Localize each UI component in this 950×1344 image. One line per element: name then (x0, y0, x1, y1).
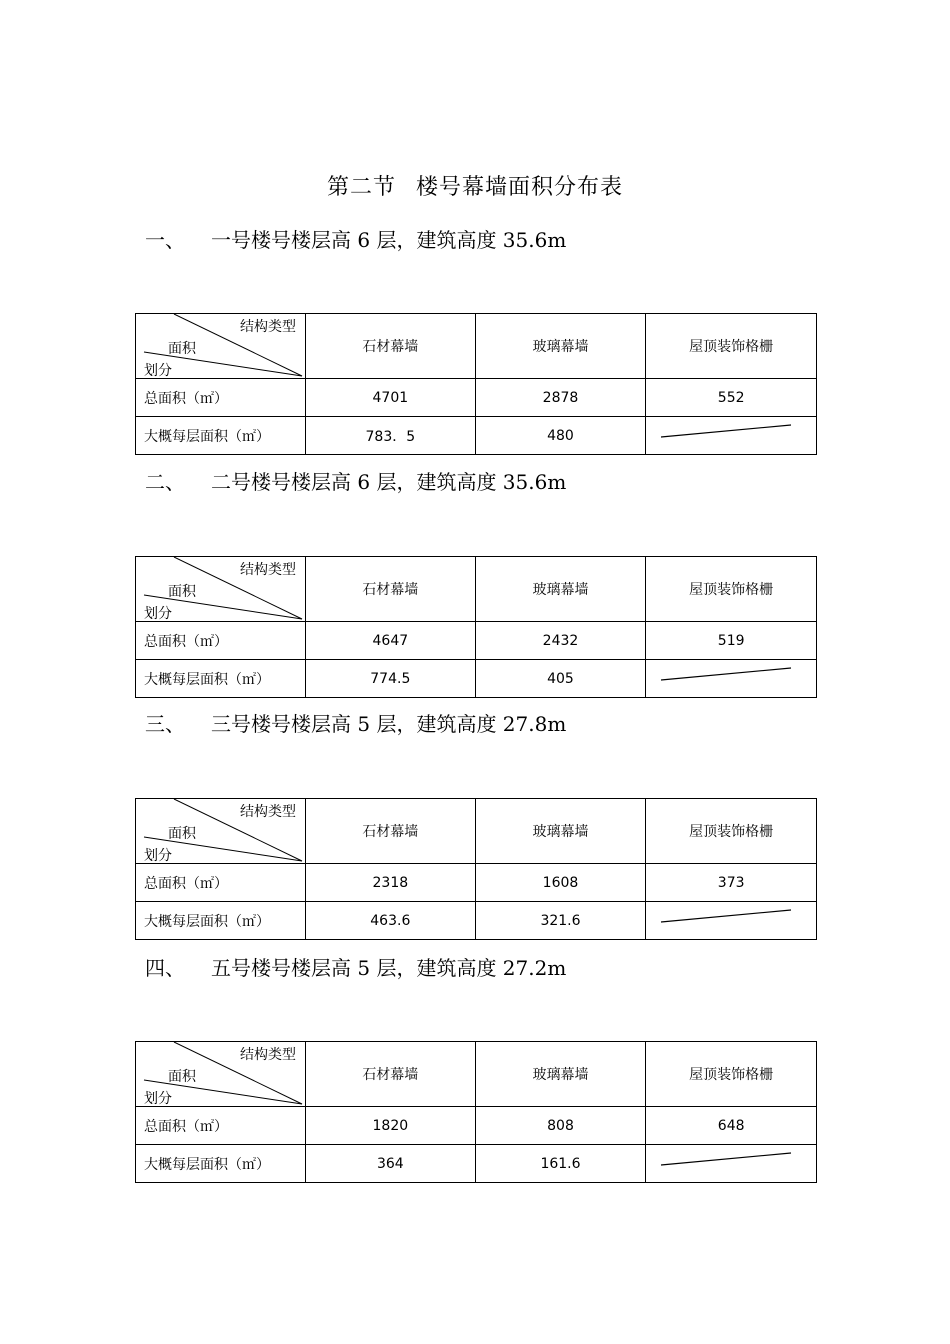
column-header: 屋顶装饰格栅 (646, 314, 817, 379)
column-header: 石材幕墙 (305, 799, 475, 864)
row-label-total: 总面积（㎡） (136, 622, 306, 660)
column-header: 石材幕墙 (305, 557, 475, 622)
slash-line (646, 902, 817, 939)
section-heading (145, 952, 566, 981)
table-cell: 1608 (475, 864, 646, 902)
header-division-label: 划分 (144, 1091, 172, 1107)
row-label-total: 总面积（㎡） (136, 864, 306, 902)
section-number: 第二节 (326, 175, 396, 200)
slash-line (646, 417, 817, 454)
table-row (136, 902, 817, 940)
header-structure-label: 结构类型 (240, 804, 296, 820)
row-label-total: 总面积（㎡） (136, 379, 306, 417)
diagonal-header-cell (136, 557, 306, 622)
header-division-label: 划分 (144, 848, 172, 864)
table-row (136, 864, 817, 902)
table-cell: 648 (646, 1107, 817, 1145)
table-cell: 405 (475, 660, 646, 698)
table-cell: 2878 (475, 379, 646, 417)
empty-slash-cell (646, 902, 817, 940)
row-label-per-floor: 大概每层面积（㎡） (136, 1145, 306, 1183)
diagonal-header-cell (136, 1042, 306, 1107)
header-division-label: 划分 (144, 363, 172, 379)
section-index: 三、 (145, 712, 185, 736)
header-area-label: 面积 (168, 341, 196, 357)
section-heading (145, 224, 566, 253)
header-structure-label: 结构类型 (240, 562, 296, 578)
slash-line (646, 1145, 817, 1182)
section-index: 二、 (145, 470, 185, 494)
diagonal-header-cell (136, 314, 306, 379)
table-cell: 364 (305, 1145, 475, 1183)
area-table (135, 1041, 817, 1183)
header-structure-label: 结构类型 (240, 1047, 296, 1063)
area-table (135, 313, 817, 455)
table-cell: 774.5 (305, 660, 475, 698)
column-header: 石材幕墙 (305, 314, 475, 379)
row-label-total: 总面积（㎡） (136, 1107, 306, 1145)
column-header: 玻璃幕墙 (475, 557, 646, 622)
empty-slash-cell (646, 417, 817, 455)
table-row (136, 417, 817, 455)
table-cell: 4701 (305, 379, 475, 417)
section-heading-text: 三号楼号楼层高 5 层，建筑高度 27.8m (211, 712, 567, 736)
table-cell: 321.6 (475, 902, 646, 940)
table-cell: 783．5 (305, 417, 475, 455)
column-header: 玻璃幕墙 (475, 314, 646, 379)
table-row (136, 379, 817, 417)
diagonal-header-cell (136, 799, 306, 864)
section-heading-text: 一号楼号楼层高 6 层，建筑高度 35.6m (211, 228, 567, 252)
header-division-label: 划分 (144, 606, 172, 622)
section-index: 一、 (145, 228, 185, 252)
column-header: 石材幕墙 (305, 1042, 475, 1107)
table-cell: 4647 (305, 622, 475, 660)
section-title-text: 楼号幕墙面积分布表 (416, 175, 624, 200)
area-table (135, 798, 817, 940)
table-cell: 463.6 (305, 902, 475, 940)
column-header: 屋顶装饰格栅 (646, 1042, 817, 1107)
column-header: 玻璃幕墙 (475, 799, 646, 864)
section-heading-text: 五号楼号楼层高 5 层，建筑高度 27.2m (211, 956, 567, 980)
table-cell: 1820 (305, 1107, 475, 1145)
table-cell: 373 (646, 864, 817, 902)
empty-slash-cell (646, 1145, 817, 1183)
header-structure-label: 结构类型 (240, 319, 296, 335)
section-heading-text: 二号楼号楼层高 6 层，建筑高度 35.6m (211, 470, 567, 494)
table-cell: 480 (475, 417, 646, 455)
row-label-per-floor: 大概每层面积（㎡） (136, 417, 306, 455)
table-cell: 808 (475, 1107, 646, 1145)
slash-line (646, 660, 817, 697)
empty-slash-cell (646, 660, 817, 698)
table-row (136, 622, 817, 660)
table-row (136, 660, 817, 698)
section-heading (145, 708, 566, 737)
column-header: 屋顶装饰格栅 (646, 799, 817, 864)
header-area-label: 面积 (168, 826, 196, 842)
header-area-label: 面积 (168, 1069, 196, 1085)
table-cell: 519 (646, 622, 817, 660)
area-table (135, 556, 817, 698)
column-header: 屋顶装饰格栅 (646, 557, 817, 622)
page-title (0, 170, 950, 201)
table-row (136, 1107, 817, 1145)
section-heading (145, 466, 566, 495)
column-header: 玻璃幕墙 (475, 1042, 646, 1107)
table-cell: 161.6 (475, 1145, 646, 1183)
header-area-label: 面积 (168, 584, 196, 600)
table-cell: 2318 (305, 864, 475, 902)
row-label-per-floor: 大概每层面积（㎡） (136, 660, 306, 698)
table-cell: 552 (646, 379, 817, 417)
table-cell: 2432 (475, 622, 646, 660)
section-index: 四、 (145, 956, 185, 980)
row-label-per-floor: 大概每层面积（㎡） (136, 902, 306, 940)
table-row (136, 1145, 817, 1183)
